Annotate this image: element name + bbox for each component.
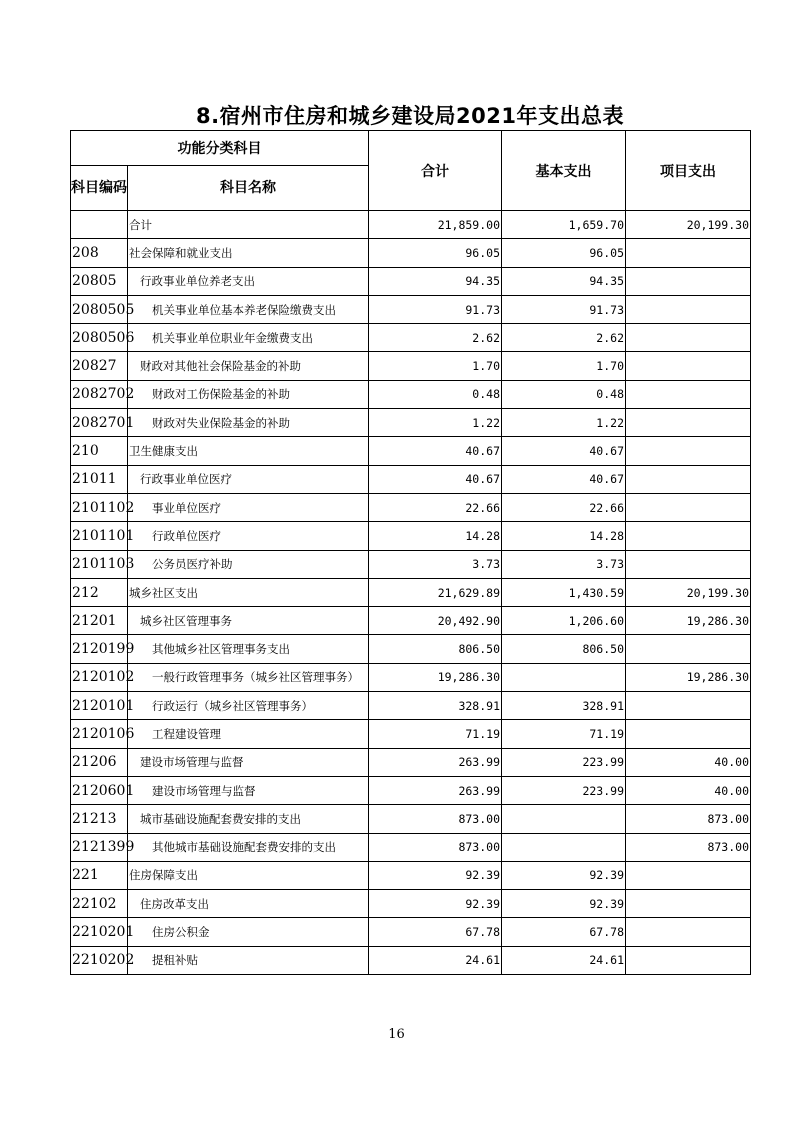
cell-basic: 67.78 [502,918,626,946]
cell-name: 建设市场管理与监督 [128,748,369,776]
cell-code: 21011 [71,465,128,493]
table-row [71,776,751,804]
cell-name: 城乡社区支出 [128,578,369,606]
cell-project: 873.00 [626,805,751,833]
cell-name: 城乡社区管理事务 [128,607,369,635]
table-row [71,352,751,380]
cell-total: 1.70 [369,352,502,380]
cell-basic: 40.67 [502,437,626,465]
cell-project: 40.00 [626,776,751,804]
cell-basic: 71.19 [502,720,626,748]
cell-code: 2082701 [71,409,128,437]
cell-name: 其他城乡社区管理事务支出 [128,635,369,663]
cell-total: 40.67 [369,465,502,493]
cell-name: 财政对工伤保险基金的补助 [128,380,369,408]
cell-code: 2082702 [71,380,128,408]
cell-name: 事业单位医疗 [128,493,369,521]
table-row [71,833,751,861]
cell-code: 210 [71,437,128,465]
header-name: 科目名称 [128,166,369,211]
table-row [71,437,751,465]
cell-basic: 223.99 [502,748,626,776]
cell-basic: 22.66 [502,493,626,521]
cell-name: 城市基础设施配套费安排的支出 [128,805,369,833]
cell-project [626,409,751,437]
cell-name: 财政对失业保险基金的补助 [128,409,369,437]
cell-code: 2210201 [71,918,128,946]
cell-total: 263.99 [369,776,502,804]
cell-basic: 0.48 [502,380,626,408]
cell-total: 96.05 [369,239,502,267]
cell-basic: 14.28 [502,522,626,550]
table-row [71,211,751,239]
cell-name: 行政运行（城乡社区管理事务） [128,692,369,720]
table-row [71,918,751,946]
cell-name: 机关事业单位职业年金缴费支出 [128,324,369,352]
table-row [71,324,751,352]
cell-total: 24.61 [369,946,502,974]
cell-name: 财政对其他社会保险基金的补助 [128,352,369,380]
header-function-class: 功能分类科目 [71,131,369,166]
cell-name: 一般行政管理事务（城乡社区管理事务） [128,663,369,691]
cell-total: 21,859.00 [369,211,502,239]
cell-total: 2.62 [369,324,502,352]
cell-project [626,946,751,974]
cell-basic [502,805,626,833]
cell-name: 公务员医疗补助 [128,550,369,578]
cell-code: 2080506 [71,324,128,352]
table-row [71,522,751,550]
cell-project: 20,199.30 [626,211,751,239]
table-row [71,550,751,578]
cell-project: 20,199.30 [626,578,751,606]
cell-code: 2120601 [71,776,128,804]
cell-basic: 223.99 [502,776,626,804]
cell-basic: 92.39 [502,861,626,889]
cell-total: 0.48 [369,380,502,408]
cell-project [626,522,751,550]
table-row [71,409,751,437]
table-row [71,295,751,323]
table-row [71,578,751,606]
table-row [71,267,751,295]
cell-basic: 1,206.60 [502,607,626,635]
cell-basic [502,663,626,691]
cell-project: 19,286.30 [626,607,751,635]
cell-total: 21,629.89 [369,578,502,606]
table-row [71,493,751,521]
cell-total: 40.67 [369,437,502,465]
cell-code: 2120102 [71,663,128,691]
cell-name: 行政事业单位养老支出 [128,267,369,295]
cell-name: 住房公积金 [128,918,369,946]
cell-basic: 94.35 [502,267,626,295]
expenditure-table [70,130,751,975]
cell-name: 机关事业单位基本养老保险缴费支出 [128,295,369,323]
cell-basic: 40.67 [502,465,626,493]
cell-total: 1.22 [369,409,502,437]
table-row [71,607,751,635]
cell-total: 873.00 [369,833,502,861]
cell-basic: 1.22 [502,409,626,437]
table-row [71,861,751,889]
cell-code: 20827 [71,352,128,380]
cell-code: 208 [71,239,128,267]
cell-basic: 1,430.59 [502,578,626,606]
cell-project [626,692,751,720]
header-code: 科目编码 [71,166,128,211]
cell-basic: 328.91 [502,692,626,720]
cell-code: 2120101 [71,692,128,720]
cell-project [626,352,751,380]
cell-code: 2101102 [71,493,128,521]
cell-basic: 92.39 [502,890,626,918]
table-row [71,663,751,691]
table-row [71,465,751,493]
cell-basic: 24.61 [502,946,626,974]
cell-code: 2210202 [71,946,128,974]
cell-total: 3.73 [369,550,502,578]
cell-project [626,324,751,352]
cell-project [626,267,751,295]
cell-project [626,720,751,748]
cell-basic [502,833,626,861]
cell-total: 873.00 [369,805,502,833]
table-row [71,720,751,748]
table-row [71,946,751,974]
cell-project [626,918,751,946]
cell-basic: 806.50 [502,635,626,663]
cell-project [626,550,751,578]
page-title: 8.宿州市住房和城乡建设局2021年支出总表 [195,104,625,128]
cell-code: 21201 [71,607,128,635]
cell-code: 22102 [71,890,128,918]
header-total: 合计 [369,131,502,211]
cell-total: 14.28 [369,522,502,550]
cell-project [626,861,751,889]
table-header [71,131,751,211]
cell-name: 其他城市基础设施配套费安排的支出 [128,833,369,861]
table-body [71,211,751,975]
cell-name: 工程建设管理 [128,720,369,748]
cell-project [626,295,751,323]
cell-name: 行政事业单位医疗 [128,465,369,493]
cell-project [626,890,751,918]
cell-project [626,437,751,465]
table-row [71,748,751,776]
cell-name: 行政单位医疗 [128,522,369,550]
cell-basic: 2.62 [502,324,626,352]
cell-total: 94.35 [369,267,502,295]
cell-name: 建设市场管理与监督 [128,776,369,804]
cell-basic: 1,659.70 [502,211,626,239]
cell-code: 221 [71,861,128,889]
table-row [71,635,751,663]
cell-total: 20,492.90 [369,607,502,635]
cell-total: 22.66 [369,493,502,521]
cell-total: 19,286.30 [369,663,502,691]
cell-code: 2101101 [71,522,128,550]
page-number: 16 [388,1027,405,1042]
cell-code: 2080505 [71,295,128,323]
table-row [71,239,751,267]
cell-name: 合计 [128,211,369,239]
cell-name: 住房改革支出 [128,890,369,918]
cell-name: 住房保障支出 [128,861,369,889]
cell-code: 2101103 [71,550,128,578]
table-row [71,380,751,408]
cell-basic: 91.73 [502,295,626,323]
cell-project: 40.00 [626,748,751,776]
cell-code: 21213 [71,805,128,833]
table-row [71,890,751,918]
cell-code: 2121399 [71,833,128,861]
cell-code: 20805 [71,267,128,295]
cell-project [626,239,751,267]
cell-code: 212 [71,578,128,606]
cell-project [626,635,751,663]
cell-total: 91.73 [369,295,502,323]
cell-project [626,465,751,493]
cell-project: 873.00 [626,833,751,861]
cell-project: 19,286.30 [626,663,751,691]
cell-basic: 1.70 [502,352,626,380]
cell-basic: 96.05 [502,239,626,267]
header-project: 项目支出 [626,131,751,211]
cell-project [626,380,751,408]
cell-total: 67.78 [369,918,502,946]
cell-total: 328.91 [369,692,502,720]
cell-total: 71.19 [369,720,502,748]
table-row [71,692,751,720]
cell-total: 92.39 [369,890,502,918]
cell-name: 提租补贴 [128,946,369,974]
cell-project [626,493,751,521]
cell-total: 806.50 [369,635,502,663]
table-row [71,805,751,833]
cell-code [71,211,128,239]
cell-basic: 3.73 [502,550,626,578]
cell-code: 2120106 [71,720,128,748]
cell-name: 卫生健康支出 [128,437,369,465]
cell-total: 92.39 [369,861,502,889]
cell-code: 21206 [71,748,128,776]
cell-name: 社会保障和就业支出 [128,239,369,267]
cell-total: 263.99 [369,748,502,776]
header-basic: 基本支出 [502,131,626,211]
cell-code: 2120199 [71,635,128,663]
